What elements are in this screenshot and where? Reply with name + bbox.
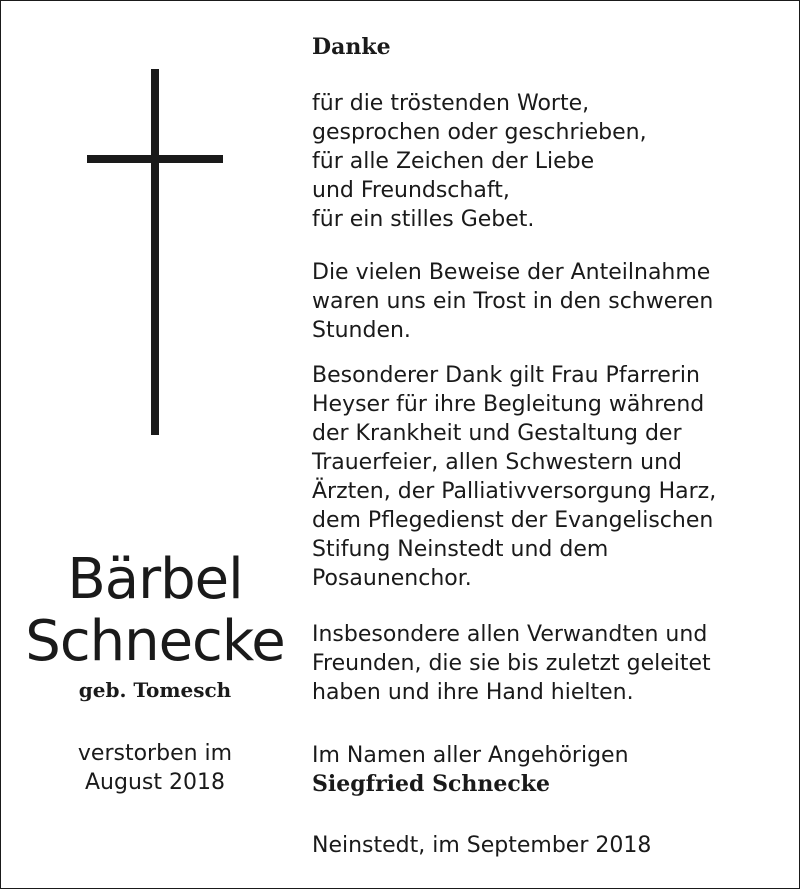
text-line: der Krankheit und Gestaltung der (312, 421, 682, 446)
text-line: Die vielen Beweise der Anteilnahme (312, 260, 711, 285)
died-line-1: verstorben im (77, 741, 233, 766)
text-line: waren uns ein Trost in den schweren (312, 289, 714, 314)
text-line: Besonderer Dank gilt Frau Pfarrerin (312, 363, 700, 388)
text-line: haben und ihre Hand hielten. (312, 680, 634, 705)
text-line: Stifung Neinstedt und dem (312, 537, 609, 562)
place-date: Neinstedt, im September 2018 (312, 833, 652, 858)
text-line: Insbesondere allen Verwandten und (312, 622, 708, 647)
text-line: Freunden, die sie bis zuletzt geleitet (312, 651, 711, 676)
text-line: Stunden. (312, 318, 411, 343)
paragraph-special-thanks (312, 361, 792, 593)
maiden-name: geb. Tomesch (78, 678, 232, 702)
died-line-2: August 2018 (85, 770, 225, 795)
text-line: und Freundschaft, (312, 178, 510, 203)
text-line: dem Pflegedienst der Evangelischen (312, 508, 714, 533)
paragraph-relatives (312, 620, 792, 707)
signoff-line: Im Namen aller Angehörigen (312, 743, 629, 768)
text-line: Trauerfeier, allen Schwestern und (312, 450, 682, 475)
signer-name: Siegfried Schnecke (312, 771, 550, 797)
deceased-name (1, 549, 309, 673)
text-line: Posaunenchor. (312, 566, 472, 591)
text-line: für ein stilles Gebet. (312, 207, 535, 232)
paragraph-sympathy (312, 258, 792, 345)
death-date (1, 739, 309, 797)
text-line: für alle Zeichen der Liebe (312, 149, 595, 174)
cross-vertical-bar (151, 69, 159, 435)
text-line: Ärzten, der Palliativversorgung Harz, (312, 479, 717, 504)
paragraph-thanks (312, 89, 792, 234)
text-line: gesprochen oder geschrieben, (312, 120, 647, 145)
last-name: Schnecke (25, 609, 285, 674)
first-name: Bärbel (67, 547, 243, 612)
signoff (312, 741, 792, 799)
thanks-heading: Danke (312, 34, 391, 60)
text-line: Heyser für ihre Begleitung während (312, 392, 705, 417)
text-line: für die tröstenden Worte, (312, 91, 590, 116)
cross-horizontal-bar (87, 155, 223, 163)
